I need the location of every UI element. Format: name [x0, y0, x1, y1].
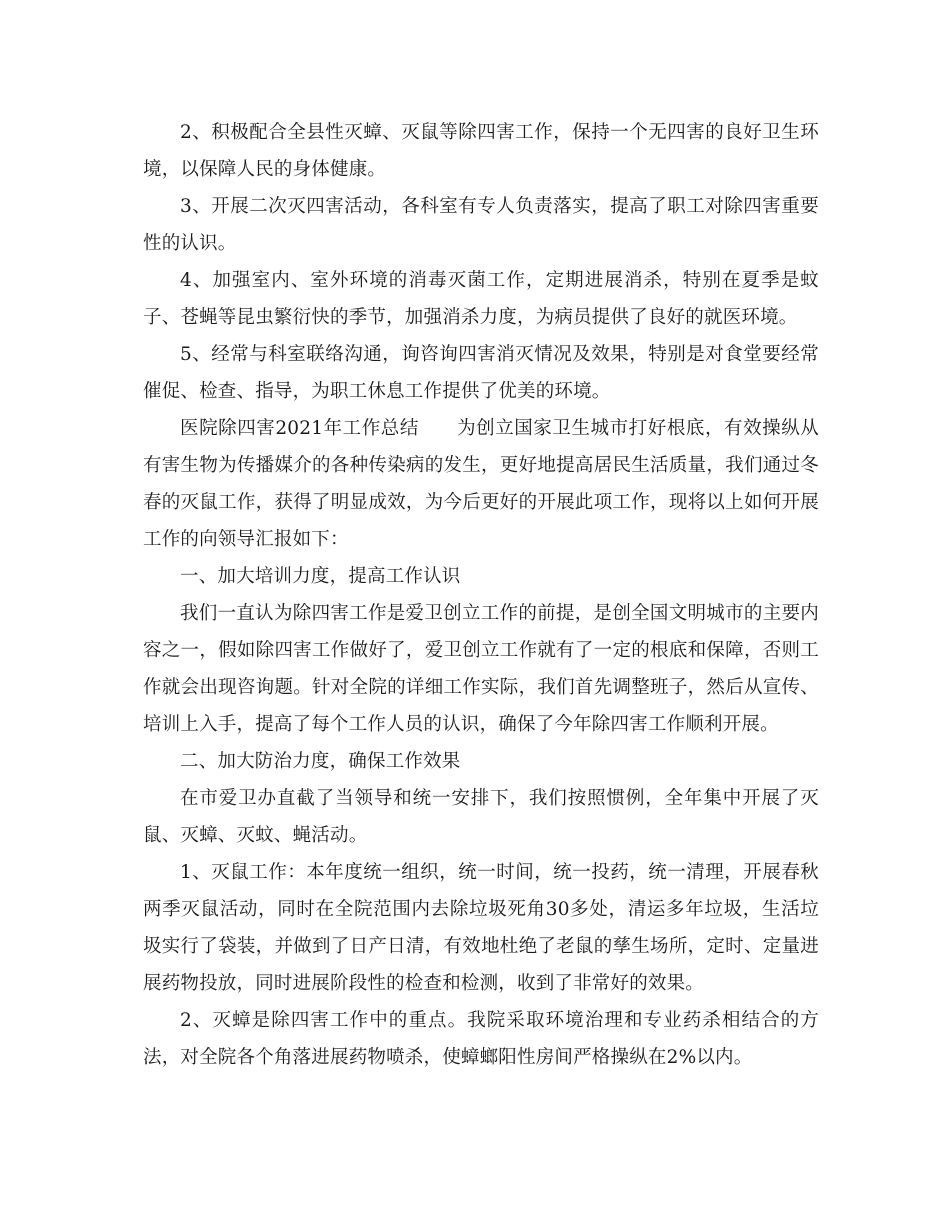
paragraph: 2、积极配合全县性灭蟑、灭鼠等除四害工作，保持一个无四害的良好卫生环境，以保障人民的身体健康。 [143, 122, 819, 180]
paragraph: 4、加强室内、室外环境的消毒灭菌工作，定期进展消杀，特别在夏季是蚊子、苍蝇等昆虫繁衍快的季节，加强消杀力度，为病员提供了良好的就医环境。 [143, 270, 819, 328]
paragraph: 2、灭蟑是除四害工作中的重点。我院采取环境治理和专业药杀相结合的方法，对全院各个角落进展药物喷杀，使蟑螂阳性房间严格操纵在2%以内。 [143, 1010, 819, 1068]
paragraph: 5、经常与科室联络沟通，询咨询四害消灭情况及效果，特别是对食堂要经常催促、检查、指导，为职工休息工作提供了优美的环境。 [143, 344, 819, 402]
paragraph: 医院除四害2021年工作总结 为创立国家卫生城市打好根底，有效操纵从有害生物为传播媒介的各种传染病的发生，更好地提高居民生活质量，我们通过冬春的灭鼠工作，获得了明显成效，为今后更好的开展此项工作，现将以上如何开展工作的向领导汇报如下： [143, 418, 819, 550]
paragraph: 我们一直认为除四害工作是爱卫创立工作的前提，是创全国文明城市的主要内容之一，假如除四害工作做好了，爱卫创立工作就有了一定的根底和保障，否则工作就会出现咨询题。针对全院的详细工作实际，我们首先调整班子，然后从宣传、培训上入手，提高了每个工作人员的认识，确保了今年除四害工作顺利开展。 [143, 603, 819, 735]
paragraph: 3、开展二次灭四害活动，各科室有专人负责落实，提高了职工对除四害重要性的认识。 [143, 196, 819, 254]
paragraph: 1、灭鼠工作：本年度统一组织，统一时间，统一投药，统一清理，开展春秋两季灭鼠活动，同时在全院范围内去除垃圾死角30多处，清运多年垃圾，生活垃圾实行了袋装，并做到了日产日清，有效地杜绝了老鼠的孳生场所，定时、定量进展药物投放，同时进展阶段性的检查和检测，收到了非常好的效果。 [143, 862, 819, 994]
section-heading: 一、加大培训力度，提高工作认识 [180, 566, 461, 587]
section-heading: 二、加大防治力度，确保工作效果 [180, 751, 461, 772]
paragraph: 在市爱卫办直截了当领导和统一安排下，我们按照惯例，全年集中开展了灭鼠、灭蟑、灭蚊、蝇活动。 [143, 788, 819, 846]
document-body [143, 114, 819, 1076]
